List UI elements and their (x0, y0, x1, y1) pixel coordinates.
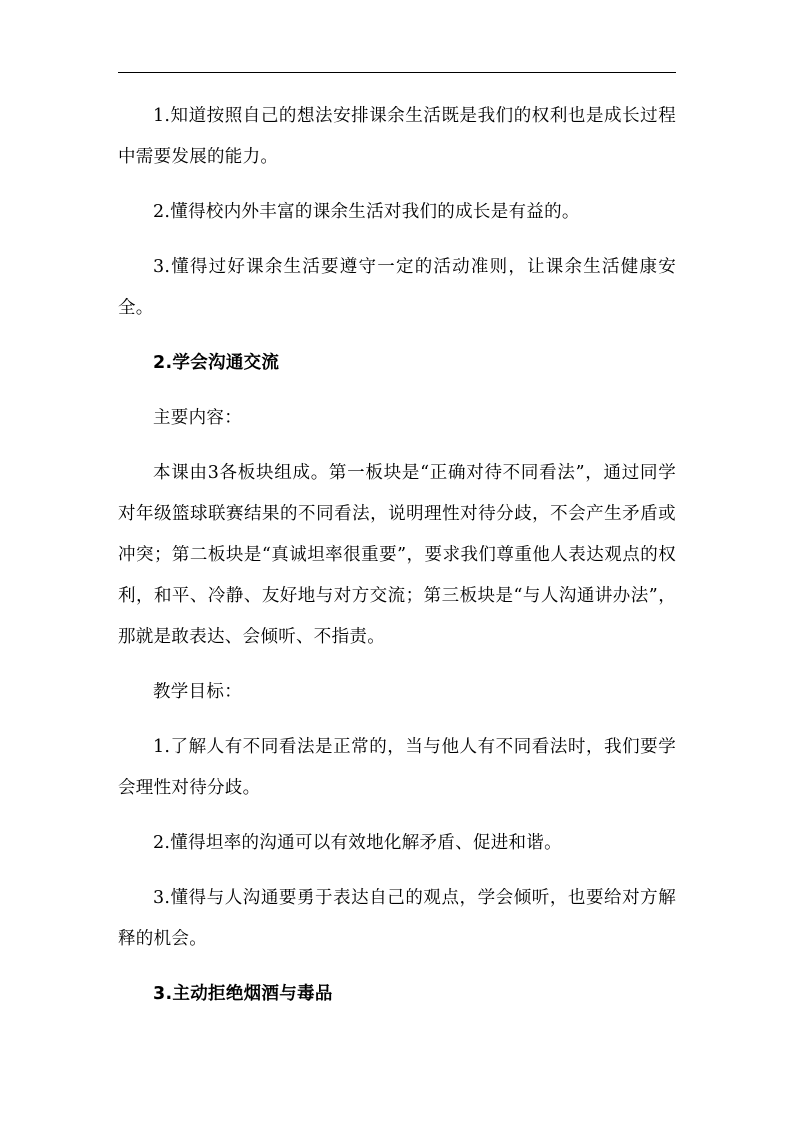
section-2-heading: 2.学会沟通交流 (153, 353, 280, 373)
section-2-goal-2-paragraph: 2.懂得坦率的沟通可以有效地化解矛盾、促进和谐。 (153, 833, 562, 853)
header-rule (118, 72, 676, 73)
teaching-goals-label: 教学目标： (153, 682, 242, 702)
document-body (118, 96, 676, 1029)
section-2-goal-1-paragraph: 1.了解人有不同看法是正常的，当与他人有不同看法时，我们要学会理性对待分歧。 (118, 737, 676, 798)
main-content-label: 主要内容： (153, 408, 242, 428)
goal-2-paragraph: 2.懂得校内外丰富的课余生活对我们的成长是有益的。 (153, 202, 580, 222)
section-2-goal-3-paragraph: 3.懂得与人沟通要勇于表达自己的观点，学会倾听，也要给对方解释的机会。 (118, 888, 676, 949)
section-3-heading: 3.主动拒绝烟酒与毒品 (153, 984, 333, 1004)
goal-1-paragraph: 1.知道按照自己的想法安排课余生活既是我们的权利也是成长过程中需要发展的能力。 (118, 106, 676, 167)
goal-3-paragraph: 3.懂得过好课余生活要遵守一定的活动准则，让课余生活健康安全。 (118, 257, 676, 318)
main-content-paragraph: 本课由3各板块组成。第一板块是“正确对待不同看法”，通过同学对年级篮球联赛结果的不同看法，说明理性对待分歧，不会产生矛盾或冲突；第二板块是“真诚坦率很重要”，要求我们尊重他人表达观点的权利，和平、冷静、友好地与对方交流；第三板块是“与人沟通讲办法”，那就是敢表达、会倾听、不指责。 (118, 463, 676, 647)
